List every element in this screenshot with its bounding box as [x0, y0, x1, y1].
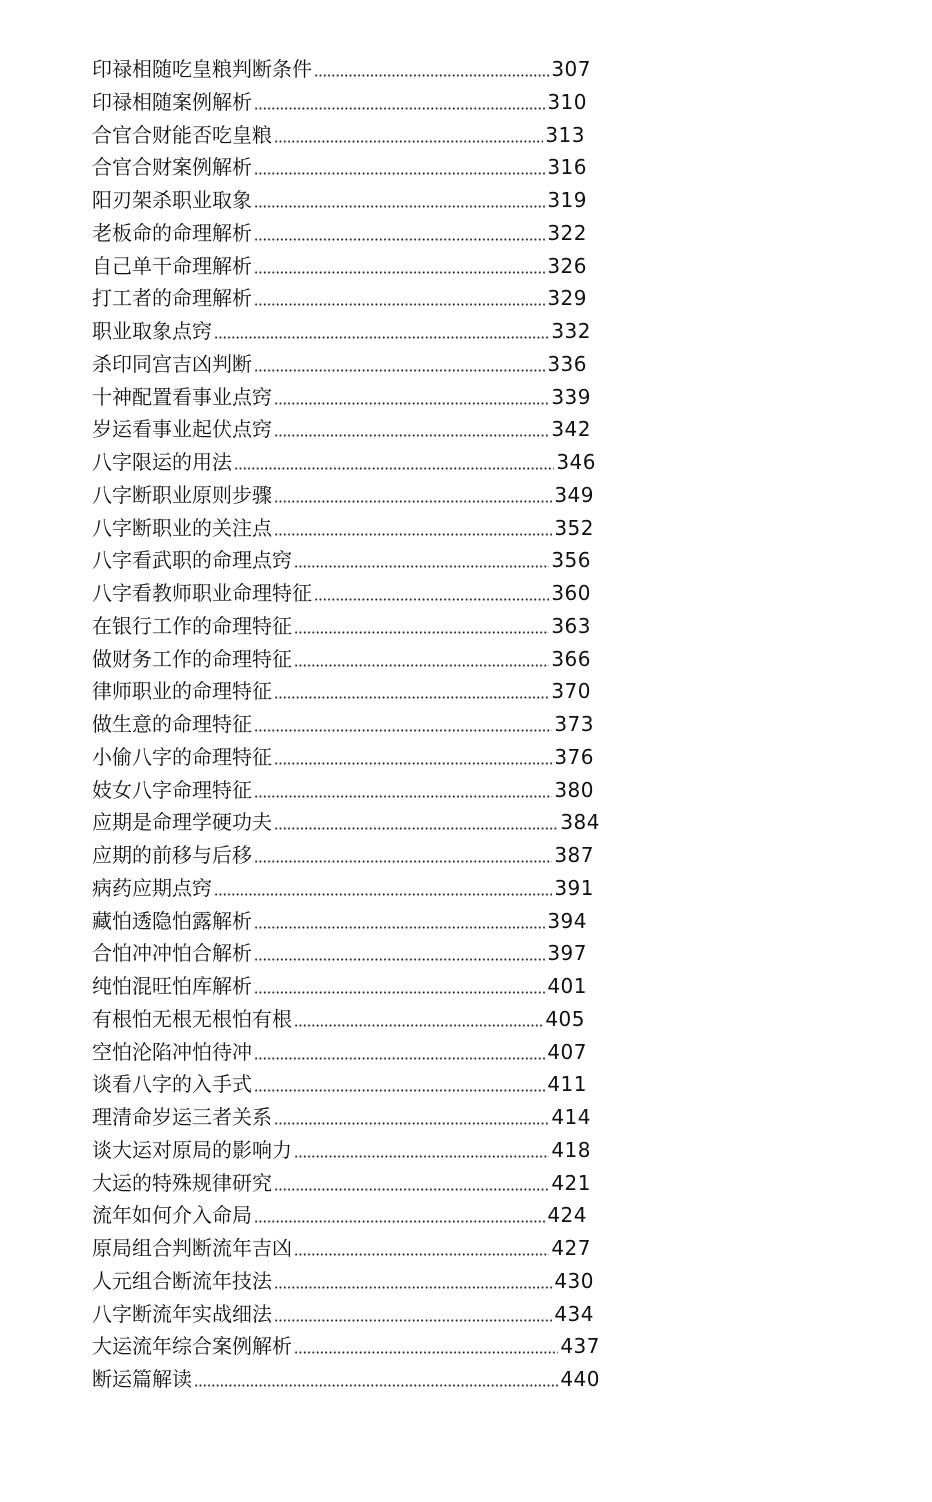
toc-entry-title: 印禄相随案例解析 — [92, 86, 253, 119]
toc-entry-title: 病药应期点窍 — [92, 872, 213, 905]
toc-entry[interactable] — [92, 217, 612, 250]
toc-entry[interactable] — [92, 479, 612, 512]
toc-entry[interactable] — [92, 774, 612, 807]
toc-entry[interactable] — [92, 1232, 612, 1265]
toc-entry[interactable] — [92, 937, 612, 970]
toc-entry[interactable] — [92, 1068, 612, 1101]
dot-leader — [294, 1351, 558, 1354]
toc-entry-page: 391 — [554, 875, 594, 900]
toc-entry-page: 384 — [560, 810, 600, 835]
toc-entry[interactable] — [92, 1036, 612, 1069]
toc-entry-title: 自己单干命理解析 — [92, 250, 253, 283]
toc-entry[interactable] — [92, 1199, 612, 1232]
dot-leader — [274, 1122, 549, 1125]
toc-entry-title: 岁运看事业起伏点窍 — [92, 413, 273, 446]
dot-leader — [254, 107, 545, 110]
toc-entry[interactable] — [92, 839, 612, 872]
toc-entry-page: 434 — [554, 1301, 594, 1326]
toc-entry-title: 小偷八字的命理特征 — [92, 741, 273, 774]
toc-entry-title: 杀印同宫吉凶判断 — [92, 348, 253, 381]
toc-entry-page: 405 — [545, 1006, 585, 1031]
dot-leader — [254, 205, 545, 208]
toc-entry-page: 427 — [551, 1236, 591, 1260]
dot-leader — [274, 1286, 552, 1289]
toc-entry-title: 妓女八字命理特征 — [92, 774, 253, 807]
toc-entry[interactable] — [92, 970, 612, 1003]
dot-leader — [274, 500, 552, 503]
toc-entry[interactable] — [92, 250, 612, 283]
toc-entry-title: 纯怕混旺怕库解析 — [92, 970, 253, 1003]
toc-entry-page: 407 — [547, 1039, 587, 1064]
toc-entry[interactable] — [92, 512, 612, 545]
toc-entry-title: 断运篇解读 — [92, 1363, 193, 1396]
toc-entry[interactable] — [92, 413, 612, 446]
toc-entry-title: 藏怕透隐怕露解析 — [92, 905, 253, 938]
toc-entry-page: 440 — [560, 1367, 600, 1391]
dot-leader — [274, 140, 543, 143]
toc-entry-page: 363 — [551, 613, 591, 638]
toc-entry-page: 356 — [551, 548, 591, 573]
toc-entry-title: 十神配置看事业点窍 — [92, 381, 273, 414]
toc-entry-page: 310 — [547, 89, 587, 114]
toc-entry-page: 424 — [547, 1203, 587, 1228]
toc-entry-title: 八字断职业原则步骤 — [92, 479, 273, 512]
dot-leader — [294, 1024, 543, 1027]
toc-entry-page: 411 — [547, 1072, 587, 1097]
dot-leader — [254, 238, 545, 241]
toc-entry-page: 322 — [547, 220, 587, 245]
toc-entry-title: 谈大运对原局的影响力 — [92, 1134, 293, 1167]
toc-entry-page: 414 — [551, 1105, 591, 1129]
dot-leader — [254, 369, 545, 372]
toc-entry-title: 八字看教师职业命理特征 — [92, 577, 313, 610]
toc-entry[interactable] — [92, 1134, 612, 1167]
toc-entry[interactable] — [92, 86, 612, 119]
dot-leader — [294, 1253, 549, 1256]
toc-entry-title: 八字断流年实战细法 — [92, 1298, 273, 1331]
dot-leader — [294, 565, 549, 568]
toc-entry-page: 387 — [554, 843, 594, 867]
toc-entry-title: 合官合财案例解析 — [92, 151, 253, 184]
toc-entry-page: 376 — [554, 744, 594, 769]
toc-entry-page: 397 — [547, 941, 587, 966]
toc-entry[interactable] — [92, 1003, 612, 1036]
dot-leader — [214, 893, 552, 896]
toc-entry-page: 418 — [551, 1137, 591, 1162]
toc-entry[interactable] — [92, 741, 612, 774]
toc-entry[interactable] — [92, 872, 612, 905]
toc-entry-page: 342 — [551, 417, 591, 442]
toc-entry-title: 做财务工作的命理特征 — [92, 643, 293, 676]
toc-entry[interactable] — [92, 151, 612, 184]
toc-entry-page: 313 — [545, 122, 585, 147]
toc-entry-title: 老板命的命理解析 — [92, 217, 253, 250]
dot-leader — [254, 729, 552, 732]
dot-leader — [254, 271, 545, 274]
dot-leader — [254, 991, 545, 994]
toc-entry-title: 在银行工作的命理特征 — [92, 610, 293, 643]
toc-entry-title: 大运流年综合案例解析 — [92, 1330, 293, 1363]
dot-leader — [314, 74, 549, 77]
toc-entry[interactable] — [92, 708, 612, 741]
toc-entry-title: 流年如何介入命局 — [92, 1199, 253, 1232]
toc-entry-page: 336 — [547, 351, 587, 376]
toc-entry[interactable] — [92, 905, 612, 938]
toc-entry-title: 原局组合判断流年吉凶 — [92, 1232, 293, 1265]
toc-entry-title: 谈看八字的入手式 — [92, 1068, 253, 1101]
toc-entry-title: 做生意的命理特征 — [92, 708, 253, 741]
toc-entry-page: 326 — [547, 253, 587, 278]
dot-leader — [254, 1220, 545, 1223]
toc-entry[interactable] — [92, 119, 612, 152]
toc-entry-title: 印禄相随吃皇粮判断条件 — [92, 53, 313, 86]
dot-leader — [274, 1188, 549, 1191]
toc-entry-title: 应期是命理学硬功夫 — [92, 806, 273, 839]
dot-leader — [254, 860, 552, 863]
toc-entry-title: 有根怕无根无根怕有根 — [92, 1003, 293, 1036]
toc-entry-title: 人元组合断流年技法 — [92, 1265, 273, 1298]
toc-entry-title: 空怕沦陷冲怕待冲 — [92, 1036, 253, 1069]
toc-entry-page: 430 — [554, 1268, 594, 1293]
toc-entry-title: 应期的前移与后移 — [92, 839, 253, 872]
toc-entry-title: 打工者的命理解析 — [92, 282, 253, 315]
toc-entry[interactable] — [92, 1265, 612, 1298]
toc-entry-title: 理清命岁运三者关系 — [92, 1101, 273, 1134]
toc-entry[interactable] — [92, 1167, 612, 1200]
toc-entry[interactable] — [92, 53, 612, 86]
toc-entry[interactable] — [92, 1298, 612, 1331]
toc-entry-title: 阳刃架杀职业取象 — [92, 184, 253, 217]
table-of-contents — [92, 53, 612, 1396]
dot-leader — [294, 1155, 549, 1158]
toc-entry[interactable] — [92, 806, 612, 839]
toc-entry[interactable] — [92, 1363, 612, 1396]
toc-entry[interactable] — [92, 446, 612, 479]
toc-entry-page: 346 — [556, 450, 596, 474]
dot-leader — [274, 696, 549, 699]
toc-entry[interactable] — [92, 315, 612, 348]
toc-entry[interactable] — [92, 381, 612, 414]
toc-entry-page: 352 — [554, 515, 594, 540]
toc-entry-page: 332 — [551, 319, 591, 343]
toc-entry-page: 394 — [547, 908, 587, 933]
toc-entry[interactable] — [92, 282, 612, 315]
toc-entry-page: 360 — [551, 581, 591, 605]
toc-entry-page: 380 — [554, 777, 594, 802]
toc-entry[interactable] — [92, 577, 612, 610]
toc-entry-page: 316 — [547, 155, 587, 180]
dot-leader — [254, 303, 545, 306]
toc-entry-title: 八字限运的用法 — [92, 446, 233, 479]
toc-entry-title: 律师职业的命理特征 — [92, 675, 273, 708]
toc-entry-page: 339 — [551, 384, 591, 409]
toc-entry-page: 373 — [554, 712, 594, 736]
dot-leader — [254, 958, 545, 961]
dot-leader — [274, 827, 558, 830]
toc-entry-title: 八字看武职的命理点窍 — [92, 544, 293, 577]
dot-leader — [194, 1384, 558, 1387]
dot-leader — [214, 336, 549, 339]
dot-leader — [254, 795, 552, 798]
dot-leader — [254, 1057, 545, 1060]
toc-entry[interactable] — [92, 675, 612, 708]
toc-entry-title: 大运的特殊规律研究 — [92, 1167, 273, 1200]
toc-entry[interactable] — [92, 184, 612, 217]
toc-entry[interactable] — [92, 643, 612, 676]
toc-entry[interactable] — [92, 348, 612, 381]
dot-leader — [314, 598, 549, 601]
dot-leader — [234, 467, 554, 470]
toc-entry-page: 366 — [551, 646, 591, 671]
toc-entry-page: 307 — [551, 57, 591, 81]
toc-entry-title: 职业取象点窍 — [92, 315, 213, 348]
dot-leader — [274, 434, 549, 437]
toc-entry[interactable] — [92, 1101, 612, 1134]
toc-entry-page: 329 — [547, 286, 587, 311]
dot-leader — [274, 402, 549, 405]
dot-leader — [274, 1319, 552, 1322]
dot-leader — [294, 631, 549, 634]
toc-entry-page: 421 — [551, 1170, 591, 1195]
toc-entry-title: 八字断职业的关注点 — [92, 512, 273, 545]
toc-entry[interactable] — [92, 1330, 612, 1363]
toc-entry-title: 合怕冲冲怕合解析 — [92, 937, 253, 970]
toc-entry[interactable] — [92, 610, 612, 643]
dot-leader — [254, 1089, 545, 1092]
toc-entry-page: 349 — [554, 482, 594, 507]
toc-entry[interactable] — [92, 544, 612, 577]
dot-leader — [274, 533, 552, 536]
toc-entry-title: 合官合财能否吃皇粮 — [92, 119, 273, 152]
toc-entry-page: 401 — [547, 974, 587, 998]
dot-leader — [254, 172, 545, 175]
toc-entry-page: 437 — [560, 1334, 600, 1359]
dot-leader — [294, 664, 549, 667]
dot-leader — [274, 762, 552, 765]
toc-entry-page: 319 — [547, 188, 587, 212]
toc-entry-page: 370 — [551, 679, 591, 704]
dot-leader — [254, 926, 545, 929]
